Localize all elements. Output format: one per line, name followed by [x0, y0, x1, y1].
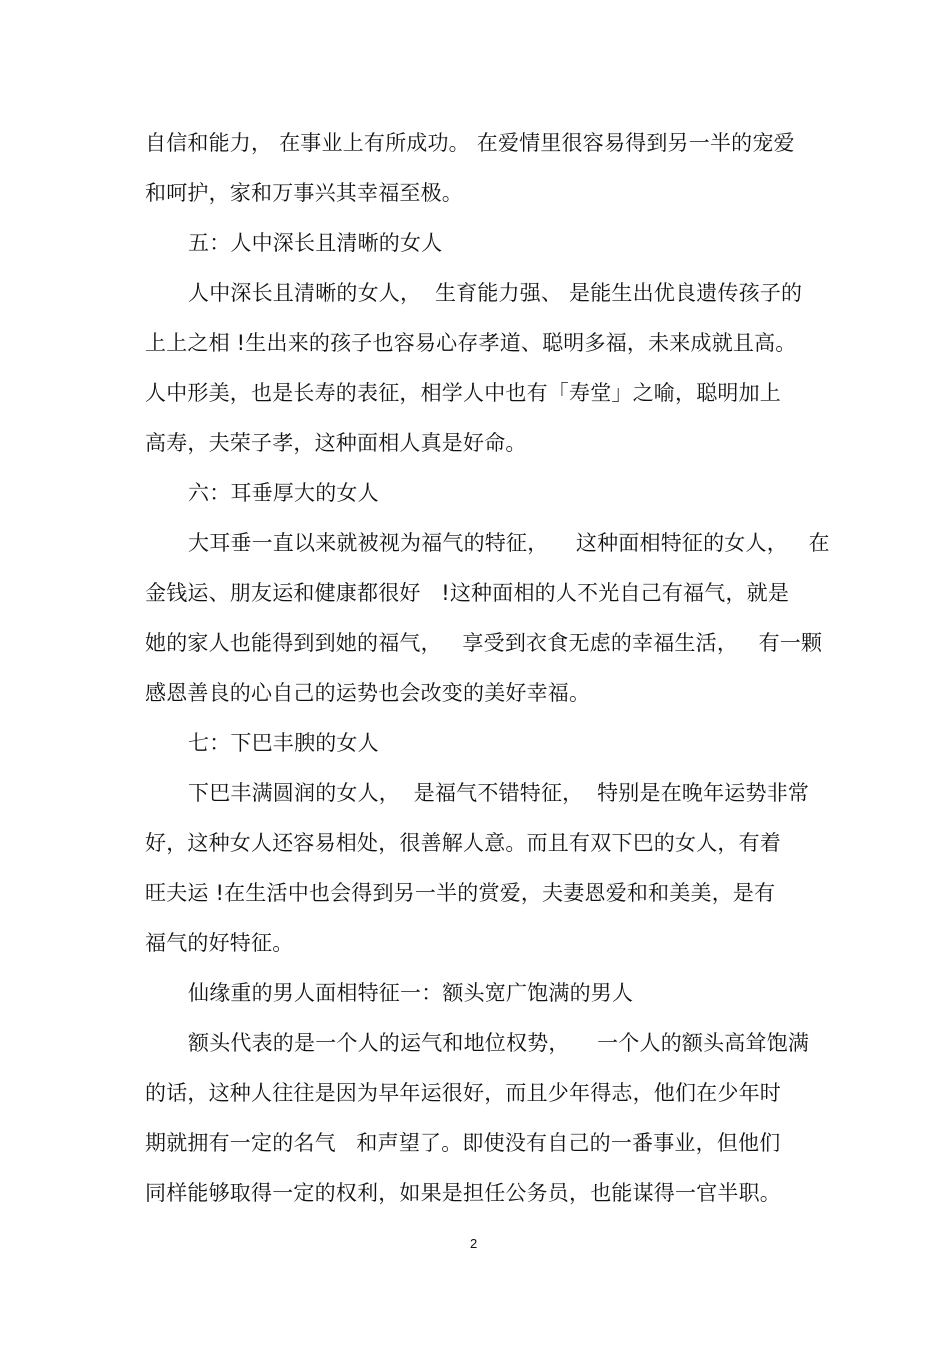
text-line: 好，这种女人还容易相处，很善解人意。而且有双下巴的女人，有着	[145, 831, 781, 855]
text-line: 人中形美，也是长寿的表征，相学人中也有「寿堂」之喻，聪明加上	[145, 381, 781, 405]
text-line: 同样能够取得一定的权利，如果是担任公务员，也能谋得一官半职。	[145, 1181, 781, 1205]
text-line: 大耳垂一直以来就被视为福气的特征， 这种面相特征的女人， 在	[188, 531, 830, 555]
text-line: 旺夫运 !在生活中也会得到另一半的赏爱，夫妻恩爱和和美美，是有	[145, 881, 776, 905]
section-heading: 五：人中深长且清晰的女人	[188, 231, 443, 255]
text-line: 的话，这种人往往是因为早年运很好，而且少年得志，他们在少年时	[145, 1081, 781, 1105]
text-line: 下巴丰满圆润的女人， 是福气不错特征， 特别是在晚年运势非常	[188, 781, 810, 805]
page-number: 2	[470, 1236, 478, 1251]
text-line: 高寿，夫荣子孝，这种面相人真是好命。	[145, 431, 527, 455]
section-heading: 仙缘重的男人面相特征一：额头宽广饱满的男人	[188, 981, 634, 1005]
text-line: 金钱运、朋友运和健康都很好 !这种面相的人不光自己有福气，就是	[145, 581, 790, 605]
text-line: 福气的好特征。	[145, 931, 294, 955]
section-heading: 七：下巴丰腴的女人	[188, 731, 379, 755]
text-line: 人中深长且清晰的女人， 生育能力强、 是能生出优良遗传孩子的	[188, 281, 803, 305]
text-line: 和呵护，家和万事兴其幸福至极。	[145, 181, 463, 205]
text-line: 期就拥有一定的名气 和声望了。即使没有自己的一番事业，但他们	[145, 1131, 781, 1155]
text-line: 额头代表的是一个人的运气和地位权势， 一个人的额头高耸饱满	[188, 1031, 810, 1055]
text-line: 感恩善良的心自己的运势也会改变的美好幸福。	[145, 681, 591, 705]
text-line: 上上之相 !生出来的孩子也容易心存孝道、聪明多福，未来成就且高。	[145, 331, 797, 355]
section-heading: 六：耳垂厚大的女人	[188, 481, 379, 505]
text-line: 她的家人也能得到到她的福气， 享受到衣食无虑的幸福生活， 有一颗	[145, 631, 823, 655]
text-line: 自信和能力， 在事业上有所成功。 在爱情里很容易得到另一半的宠爱	[145, 131, 795, 155]
